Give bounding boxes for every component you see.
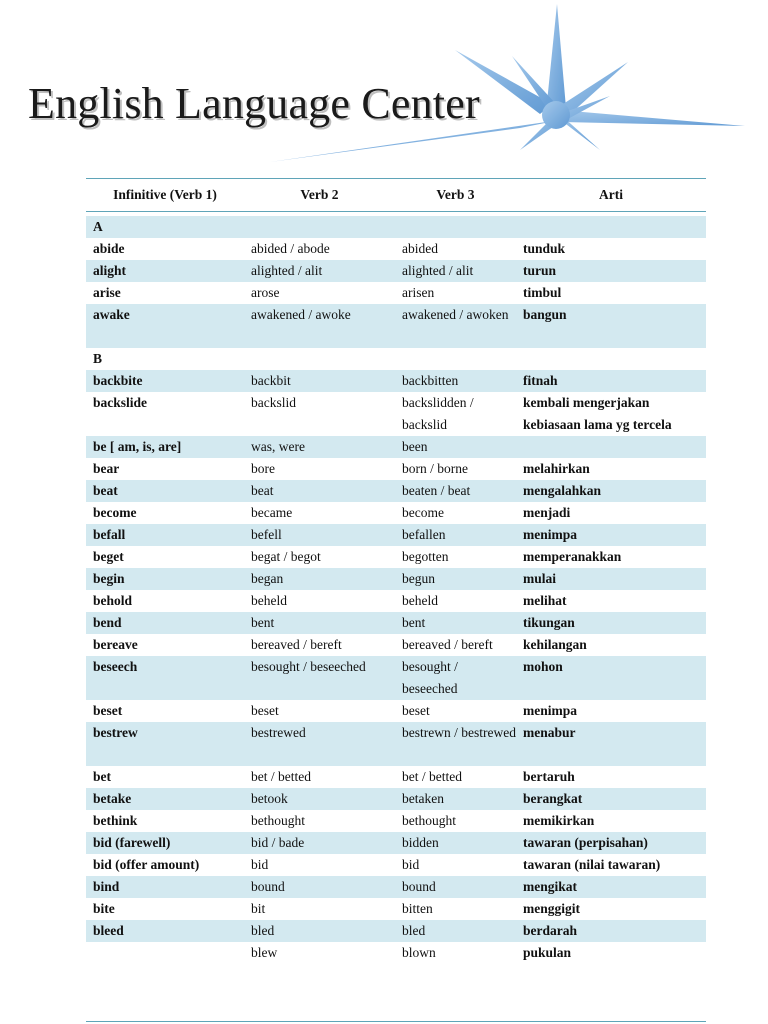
cell-verb1: bite xyxy=(93,901,115,916)
table-row xyxy=(86,766,706,788)
cell-verb3: beset xyxy=(402,703,430,718)
cell-verb3: awakened / awoken xyxy=(395,304,516,348)
cell-verb3: bet / betted xyxy=(402,769,462,784)
cell-arti: berangkat xyxy=(516,788,706,810)
cell-verb1: beat xyxy=(86,480,244,502)
cell-arti: tunduk xyxy=(523,241,566,256)
table-row xyxy=(86,634,706,656)
cell-verb1: bethink xyxy=(93,813,138,828)
cell-verb1: B xyxy=(93,351,103,366)
table-row xyxy=(86,392,706,436)
table-row xyxy=(86,282,706,304)
column-header-verb2: Verb 2 xyxy=(244,179,395,212)
cell-verb1 xyxy=(86,942,244,964)
cell-verb2: blew xyxy=(251,945,278,960)
cell-verb3: begun xyxy=(395,568,516,590)
cell-arti: tawaran (nilai tawaran) xyxy=(523,857,661,872)
cell-verb3: been xyxy=(395,436,516,458)
table-body xyxy=(86,212,706,965)
cell-arti: mengalahkan xyxy=(516,480,706,502)
table-row xyxy=(86,876,706,898)
cell-verb1: bend xyxy=(86,612,244,634)
cell-verb2: befell xyxy=(244,524,395,546)
table-row xyxy=(86,612,706,634)
cell-verb1: backbite xyxy=(86,370,244,392)
cell-verb3: backslidden / backslid xyxy=(402,395,474,432)
cell-verb3: begotten xyxy=(402,549,449,564)
cell-verb3: beheld xyxy=(402,593,438,608)
cell-verb3: bid xyxy=(402,857,420,872)
cell-arti: mengikat xyxy=(516,876,706,898)
cell-arti: memikirkan xyxy=(523,813,595,828)
table-row xyxy=(86,568,706,590)
cell-verb2: begat / begot xyxy=(251,549,321,564)
table-row xyxy=(86,524,706,546)
cell-verb2: bent xyxy=(244,612,395,634)
cell-verb3: bound xyxy=(395,876,516,898)
cell-verb3: blown xyxy=(402,945,436,960)
cell-arti xyxy=(516,436,706,458)
cell-verb1: bid (offer amount) xyxy=(93,857,200,872)
table-row xyxy=(86,370,706,392)
table-row xyxy=(86,700,706,722)
cell-verb1: bear xyxy=(93,461,120,476)
cell-verb1: beget xyxy=(93,549,124,564)
cell-verb3: arisen xyxy=(402,285,435,300)
cell-arti: tikungan xyxy=(516,612,706,634)
table-row xyxy=(86,216,706,238)
cell-verb2: bet / betted xyxy=(251,769,311,784)
cell-arti: menabur xyxy=(516,722,706,766)
header-banner xyxy=(0,0,768,170)
cell-verb2: bore xyxy=(251,461,275,476)
cell-verb2: bid xyxy=(251,857,269,872)
cell-verb3: betaken xyxy=(395,788,516,810)
table-row xyxy=(86,238,706,260)
cell-verb2: bled xyxy=(244,920,395,942)
cell-arti: berdarah xyxy=(516,920,706,942)
cell-verb2: beset xyxy=(251,703,279,718)
cell-arti: menggigit xyxy=(523,901,580,916)
cell-arti: bangun xyxy=(516,304,706,348)
cell-verb3: alighted / alit xyxy=(395,260,516,282)
cell-verb3: backbitten xyxy=(395,370,516,392)
cell-verb1: behold xyxy=(93,593,133,608)
cell-verb1: bid (farewell) xyxy=(86,832,244,854)
cell-verb2: bestrewed xyxy=(244,722,395,766)
cell-verb3 xyxy=(395,216,516,238)
cell-verb3: become xyxy=(402,505,444,520)
cell-arti: memperanakkan xyxy=(523,549,622,564)
cell-verb2 xyxy=(244,348,395,370)
table-row xyxy=(86,788,706,810)
table-row xyxy=(86,480,706,502)
table-row xyxy=(86,348,706,370)
cell-arti: mohon xyxy=(516,656,706,700)
table-row xyxy=(86,458,706,480)
cell-verb1: bestrew xyxy=(86,722,244,766)
cell-arti: turun xyxy=(516,260,706,282)
cell-verb1: beset xyxy=(93,703,123,718)
column-header-verb1: Infinitive (Verb 1) xyxy=(86,179,244,212)
cell-verb2: bid / bade xyxy=(244,832,395,854)
cell-verb3: bitten xyxy=(402,901,433,916)
cell-verb2: backbit xyxy=(244,370,395,392)
cell-verb1: alight xyxy=(86,260,244,282)
cell-verb2: betook xyxy=(244,788,395,810)
cell-arti: pukulan xyxy=(523,945,572,960)
cell-verb1: abide xyxy=(93,241,125,256)
cell-verb2: beheld xyxy=(251,593,287,608)
cell-verb2: bit xyxy=(251,901,266,916)
cell-verb1: become xyxy=(93,505,137,520)
cell-verb3: bent xyxy=(395,612,516,634)
cell-verb1: arise xyxy=(93,285,121,300)
cell-verb1: beseech xyxy=(86,656,244,700)
cell-verb2: was, were xyxy=(244,436,395,458)
table-row xyxy=(86,304,706,348)
cell-verb2: backslid xyxy=(251,395,296,410)
table-row xyxy=(86,832,706,854)
cell-verb1: awake xyxy=(86,304,244,348)
cell-verb1: bind xyxy=(86,876,244,898)
cell-arti: kehilangan xyxy=(523,637,587,652)
irregular-verbs-table xyxy=(86,178,706,964)
table-row xyxy=(86,260,706,282)
cell-verb1: betake xyxy=(86,788,244,810)
cell-verb1: backslide xyxy=(93,395,148,410)
cell-verb1: bet xyxy=(93,769,111,784)
cell-verb3: born / borne xyxy=(402,461,468,476)
cell-verb1: bleed xyxy=(86,920,244,942)
cell-verb3: besought / beseeched xyxy=(395,656,516,700)
cell-verb2: began xyxy=(244,568,395,590)
cell-arti: menimpa xyxy=(516,524,706,546)
cell-verb1: A xyxy=(86,216,244,238)
cell-arti: bertaruh xyxy=(523,769,575,784)
cell-arti: menjadi xyxy=(523,505,571,520)
cell-arti: melihat xyxy=(523,593,567,608)
cell-verb1: begin xyxy=(86,568,244,590)
cell-verb3: bled xyxy=(395,920,516,942)
cell-verb2: alighted / alit xyxy=(244,260,395,282)
cell-verb3: bethought xyxy=(402,813,456,828)
cell-verb2: became xyxy=(251,505,293,520)
table-row xyxy=(86,810,706,832)
cell-arti: fitnah xyxy=(516,370,706,392)
cell-verb3: bidden xyxy=(395,832,516,854)
column-header-verb3: Verb 3 xyxy=(395,179,516,212)
cell-arti: tawaran (perpisahan) xyxy=(516,832,706,854)
cell-verb3: bereaved / bereft xyxy=(402,637,493,652)
cell-verb3 xyxy=(395,348,516,370)
table-row xyxy=(86,920,706,942)
cell-verb2: abided / abode xyxy=(251,241,330,256)
cell-verb1: be [ am, is, are] xyxy=(86,436,244,458)
cell-arti xyxy=(516,216,706,238)
cell-arti xyxy=(516,348,706,370)
cell-arti: melahirkan xyxy=(523,461,590,476)
column-header-arti: Arti xyxy=(516,179,706,212)
cell-verb3: befallen xyxy=(395,524,516,546)
cell-verb1: befall xyxy=(86,524,244,546)
table-row xyxy=(86,502,706,524)
cell-verb3: beaten / beat xyxy=(395,480,516,502)
cell-arti: timbul xyxy=(523,285,562,300)
bottom-divider xyxy=(86,1021,706,1022)
table-row xyxy=(86,546,706,568)
cell-verb2: bound xyxy=(244,876,395,898)
table-row xyxy=(86,854,706,876)
cell-verb3: abided xyxy=(402,241,438,256)
page-title: English Language Center xyxy=(28,79,480,128)
table-row xyxy=(86,898,706,920)
cell-verb2: beat xyxy=(244,480,395,502)
table-row xyxy=(86,942,706,964)
table-row xyxy=(86,436,706,458)
cell-verb3: bestrewn / bestrewed xyxy=(395,722,516,766)
cell-arti: mulai xyxy=(516,568,706,590)
cell-verb1: bereave xyxy=(93,637,138,652)
cell-verb2 xyxy=(244,216,395,238)
cell-verb2: awakened / awoke xyxy=(244,304,395,348)
cell-arti: kembali mengerjakan kebiasaan lama yg tercela xyxy=(523,395,672,432)
cell-verb2: bethought xyxy=(251,813,305,828)
table-row xyxy=(86,590,706,612)
cell-arti: menimpa xyxy=(523,703,577,718)
cell-verb2: besought / beseeched xyxy=(244,656,395,700)
table-row xyxy=(86,722,706,766)
table-header-row xyxy=(86,179,706,212)
cell-verb2: bereaved / bereft xyxy=(251,637,342,652)
cell-verb2: arose xyxy=(251,285,280,300)
table-row xyxy=(86,656,706,700)
